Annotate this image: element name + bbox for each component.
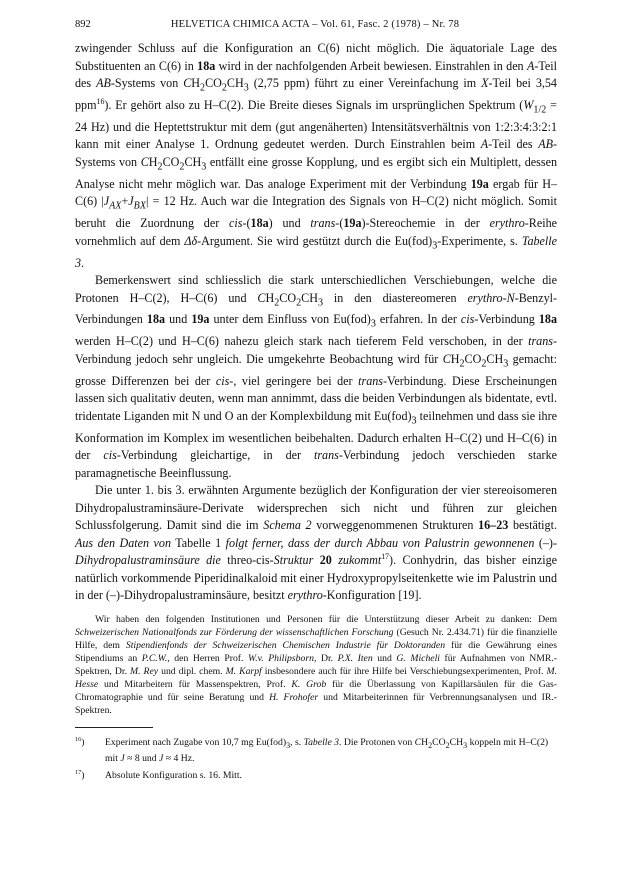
article-body [75,40,557,786]
page-header [75,19,555,35]
footnote-text: Experiment nach Zugabe von 10,7 mg $Eu(fod)_3$, s. Tabelle 3. Die Protonen von $CH_2CO_2CH_3$ koppeln mit H–C(2) mit J ≈ 8 und J ≈ 4 Hz. [105,737,549,765]
running-head: HELVETICA CHIMICA ACTA – Vol. 61, Fasc. 2 (1978) – Nr. 78 [170,19,460,30]
footnote-marker: $^{17}$) [75,769,85,782]
acknowledgement-section [75,613,557,718]
footnote [75,736,557,765]
page-number: 892 [75,19,91,30]
footnote-text: Absolute Konfiguration s. 16. Mitt. [105,770,242,782]
acknowledgement-text: Wir haben den folgenden Institutionen und Personen für die Unterstützung dieser Arbeit zu danken: Dem Schweizerischen Nationalfonds zur Förderung der wissenschaftlichen Forschung (Gesuch Nr. 2.434.71) für die finanzielle Hilfe, dem Stipendienfonds der Schweizerischen Chemischen Industrie für Doktoranden für die Gewährung eines Stipendiums an P.C.W., den Herren Prof. W.v. Philipsborn, Dr. P.X. Iten und G. Micheli für Aufnahmen von NMR.-Spektren, Dr. M. Rey und dipl. chem. M. Karpf insbesondere auch für ihre Hilfe bei Verschiebungsexperimenten, Prof. M. Hesse und Mitarbeitern für Massenspektren, Prof. K. Grob für die Überlassung von Kapillarsäulen für die Gas-Chromatographie und für seine Beratung und H. Frohofer und Mitarbeiterinnen für Verbrennungsanalysen und IR.-Spektren. [75,613,558,717]
footnotes [75,736,557,782]
body-paragraph: zwingender Schluss auf die Konfiguration an C(6) nicht möglich. Die äquatoriale Lage des Substituenten an C(6) in 18a wird in der nachfolgenden Arbeit bewiesen. Einstrahlen in den A-Teil des AB-Systems von $CH_2CO_2CH_3$ (2,75 ppm) führt zu einer Vereinfachung im X-Teil bei 3,54 ppm$^{16}$). Er gehört also zu H–C(2). Die Breite dieses Signals im ursprünglichen Spektrum ($W_{1/2} = 24$ Hz) und die Heptettstruktur mit dem (gut angenäherten) Intensitätsverhältnis von 1:2:3:4:3:2:1 kann mit einer Analyse 1. Ordnung gedeutet werden. Durch Einstrahlen beim A-Teil des AB-Systems von $CH_2CO_2CH_3$ entfällt eine grosse Kopplung, und es ergibt sich ein Multiplett, dessen Analyse nicht mehr möglich war. Das analoge Experiment mit der Verbindung 19a ergab für H–C(6) $|J_{AX}+J_{BX}| = 12$ Hz. Auch war die Integration des Signals von H–C(2) nicht möglich. Somit beruht die Zuordnung der cis-(18a) und trans-(19a)-Stereochemie in der erythro-Reihe vornehmlich auf dem Δδ-Argument. Sie wird gestützt durch die $Eu(fod)_3$-Experimente, s. Tabelle 3. [75,41,557,270]
body-paragraph: Bemerkenswert sind schliesslich die stark unterschiedlichen Verschiebungen, welche die Protonen H–C(2), H–C(6) und $CH_2CO_2CH_3$ in den diastereomeren erythro-N-Benzyl-Verbindungen 18a und 19a unter dem Einfluss von $Eu(fod)_3$ erfahren. In der cis-Verbindung 18a werden H–C(2) und H–C(6) nahezu gleich stark nach tieferem Feld verschoben, in der trans-Verbindung jedoch sehr ungleich. Die umgekehrte Beobachtung wird für $CH_2CO_2CH_3$ gemacht: grosse Differenzen bei der cis-, viel geringere bei der trans-Verbindung. Diese Erscheinungen lassen sich qualitativ deuten, wenn man annimmt, dass die beiden Verbindungen als bidentate, evtl. tridentate Liganden mit N und O an der Komplexbildung mit $Eu(fod)_3$ teilnehmen und dass sie ihre Konformation im Komplex im wesentlichen beibehalten. Dadurch erhalten H–C(2) und H–C(6) in der cis-Verbindung gleichartige, in der trans-Verbindung jedoch verschieden starke paramagnetische Beeinflussung. [75,273,558,480]
footnote [75,769,557,782]
footnote-marker: $^{16}$) [75,736,85,749]
footnote-divider [75,727,153,728]
body-paragraph: Die unter 1. bis 3. erwähnten Argumente bezüglich der Konfiguration der vier stereoisomeren Dihydropalustraminsäure-Derivate widersprechen sich nicht und führen zur gleichen Schlussfolgerung. Damit sind die im Schema 2 vorweggenommenen Strukturen 16–23 bestätigt. Aus den Daten von Tabelle 1 folgt ferner, dass der durch Abbau von Palustrin gewonnenen (–)-Dihydropalustraminsäure die threo-cis-Struktur 20 zukommt$^{17}$). Conhydrin, das bisher einzige natürlich vorkommende Piperidinalkaloid mit einer Hydroxypropylseitenkette wie im Palustrin und in der (–)-Dihydropalustraminsäure, besitzt erythro-Konfiguration [19]. [75,483,557,603]
